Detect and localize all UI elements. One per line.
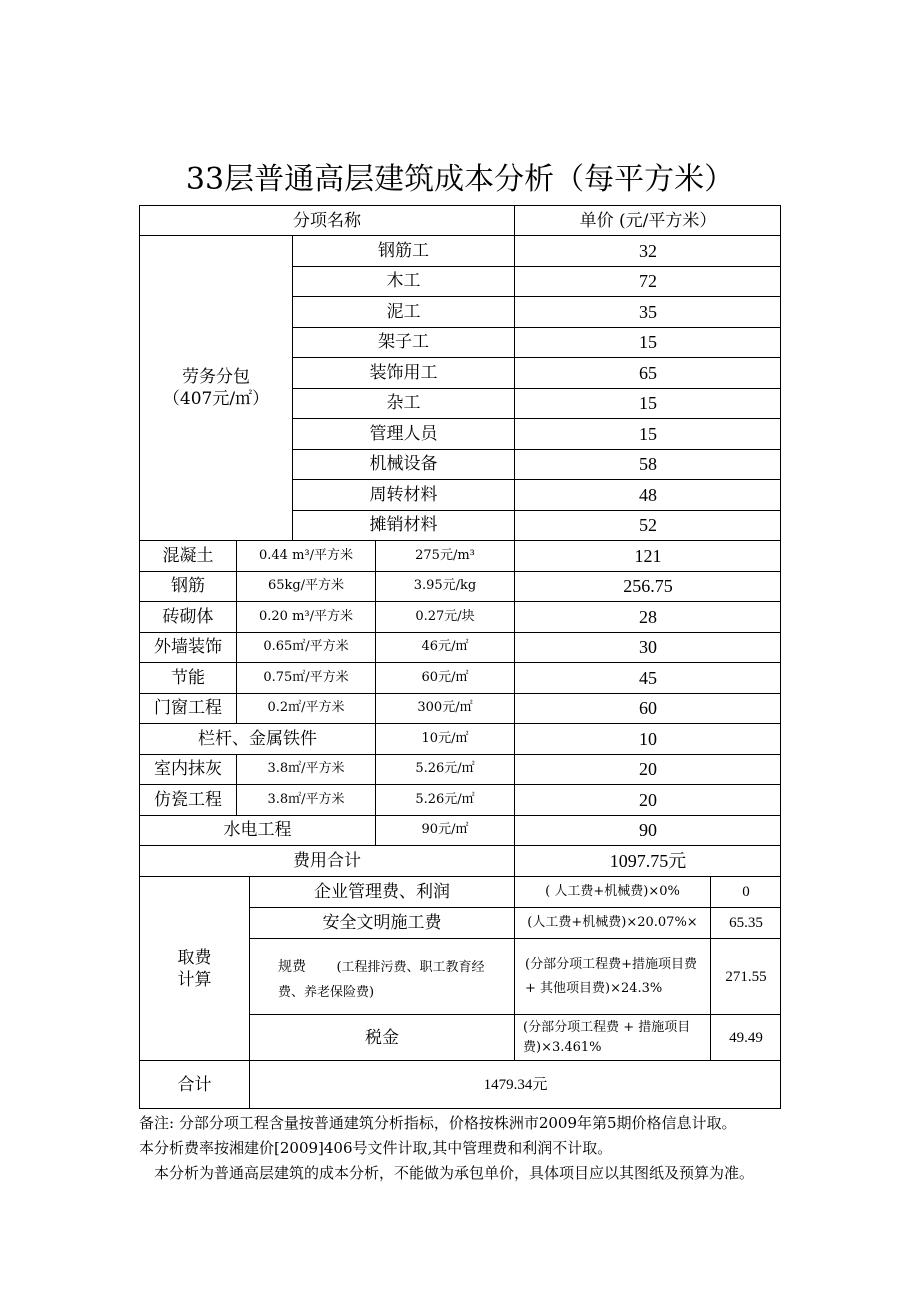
total-label: 合计 xyxy=(140,1061,250,1108)
material-qty: 3.8㎡/平方米 xyxy=(237,785,376,816)
material-qty: 0.44 m³/平方米 xyxy=(237,541,376,572)
material-name: 砖砌体 xyxy=(140,602,237,633)
notes xyxy=(139,1111,819,1186)
labor-group-cell xyxy=(140,236,293,541)
fee-value: 65.35 xyxy=(711,908,781,939)
labor-row-value: 48 xyxy=(515,480,781,511)
labor-row-name: 装饰用工 xyxy=(293,358,515,389)
fee-name: 企业管理费、利润 xyxy=(250,877,515,908)
material-name: 水电工程 xyxy=(140,816,376,847)
material-value: 45 xyxy=(515,663,781,694)
material-value: 28 xyxy=(515,602,781,633)
material-unit: 46元/㎡ xyxy=(376,633,515,664)
subtotal-label: 费用合计 xyxy=(140,846,515,877)
fee-name: 规费 xyxy=(278,959,306,975)
fee-name-cell xyxy=(250,939,515,1015)
fee-value: 0 xyxy=(711,877,781,908)
note-line: 备注: 分部分项工程含量按普通建筑分析指标，价格按株洲市2009年第5期价格信息计取。 xyxy=(139,1114,737,1132)
material-name: 室内抹灰 xyxy=(140,755,237,786)
fee-formula: (分部分项工程费+措施项目费 + 其他项目费)×24.3% xyxy=(515,939,711,1015)
labor-group-label: 劳务分包 xyxy=(182,367,250,387)
labor-row-value: 35 xyxy=(515,297,781,328)
material-qty: 3.8㎡/平方米 xyxy=(237,755,376,786)
fee-formula: (分部分项工程费 + 措施项目费)×3.461% xyxy=(515,1015,711,1061)
material-value: 20 xyxy=(515,785,781,816)
material-name: 混凝土 xyxy=(140,541,237,572)
material-name: 节能 xyxy=(140,663,237,694)
total-value: 1479.34元 xyxy=(483,1076,548,1093)
labor-row-value: 15 xyxy=(515,328,781,359)
material-unit: 300元/㎡ xyxy=(376,694,515,725)
labor-row-value: 52 xyxy=(515,511,781,542)
labor-row-value: 65 xyxy=(515,358,781,389)
material-name: 仿瓷工程 xyxy=(140,785,237,816)
labor-group-sub: （407元/㎡） xyxy=(162,389,270,409)
material-qty: 0.65㎡/平方米 xyxy=(237,633,376,664)
material-unit: 10元/㎡ xyxy=(376,724,515,755)
note-line: 本分析为普通高层建筑的成本分析，不能做为承包单价，具体项目应以其图纸及预算为准。 xyxy=(154,1164,755,1182)
labor-row-value: 15 xyxy=(515,389,781,420)
material-unit: 60元/㎡ xyxy=(376,663,515,694)
note-line: 本分析费率按湘建价[2009]406号文件计取,其中管理费和利润不计取。 xyxy=(139,1139,613,1157)
material-value: 256.75 xyxy=(515,572,781,603)
material-unit: 0.27元/块 xyxy=(376,602,515,633)
material-qty: 65kg/平方米 xyxy=(237,572,376,603)
fees-group-label-1: 取费 xyxy=(177,947,212,968)
labor-row-name: 钢筋工 xyxy=(293,236,515,267)
fee-name-note: (工程排污费、职工教育经费、养老保险费) xyxy=(278,960,485,1000)
labor-row-name: 木工 xyxy=(293,267,515,298)
labor-row-name: 泥工 xyxy=(293,297,515,328)
fee-value: 271.55 xyxy=(711,939,781,1015)
material-value: 20 xyxy=(515,755,781,786)
cost-table xyxy=(139,205,781,1109)
material-value: 121 xyxy=(515,541,781,572)
fee-formula: ( 人工费+机械费)×0% xyxy=(515,877,711,908)
material-name: 门窗工程 xyxy=(140,694,237,725)
material-name: 钢筋 xyxy=(140,572,237,603)
labor-row-name: 架子工 xyxy=(293,328,515,359)
material-unit: 5.26元/㎡ xyxy=(376,785,515,816)
material-qty: 0.2㎡/平方米 xyxy=(237,694,376,725)
fees-group-cell xyxy=(140,877,250,1061)
labor-row-value: 15 xyxy=(515,419,781,450)
fee-value: 49.49 xyxy=(711,1015,781,1061)
labor-row-name: 周转材料 xyxy=(293,480,515,511)
fee-formula: (人工费+机械费)×20.07%× xyxy=(515,908,711,939)
material-value: 30 xyxy=(515,633,781,664)
labor-row-name: 杂工 xyxy=(293,389,515,420)
material-value: 10 xyxy=(515,724,781,755)
labor-row-name: 摊销材料 xyxy=(293,511,515,542)
page-title: 33层普通高层建筑成本分析（每平方米） xyxy=(185,162,735,197)
labor-row-value: 72 xyxy=(515,267,781,298)
material-value: 60 xyxy=(515,694,781,725)
fee-name: 税金 xyxy=(250,1015,515,1061)
material-qty: 0.20 m³/平方米 xyxy=(237,602,376,633)
material-name: 栏杆、金属铁件 xyxy=(140,724,376,755)
material-unit: 5.26元/㎡ xyxy=(376,755,515,786)
material-qty: 0.75㎡/平方米 xyxy=(237,663,376,694)
labor-row-name: 机械设备 xyxy=(293,450,515,481)
labor-row-name: 管理人员 xyxy=(293,419,515,450)
material-name: 外墙装饰 xyxy=(140,633,237,664)
labor-row-value: 32 xyxy=(515,236,781,267)
material-unit: 3.95元/kg xyxy=(376,572,515,603)
fee-name: 安全文明施工费 xyxy=(250,908,515,939)
material-unit: 275元/m³ xyxy=(376,541,515,572)
fees-group-label-2: 计算 xyxy=(177,969,212,990)
header-price: 单价 (元/平方米） xyxy=(515,206,781,236)
material-unit: 90元/㎡ xyxy=(376,816,515,847)
subtotal-value: 1097.75元 xyxy=(515,846,781,877)
material-value: 90 xyxy=(515,816,781,847)
labor-row-value: 58 xyxy=(515,450,781,481)
header-item: 分项名称 xyxy=(140,206,515,236)
